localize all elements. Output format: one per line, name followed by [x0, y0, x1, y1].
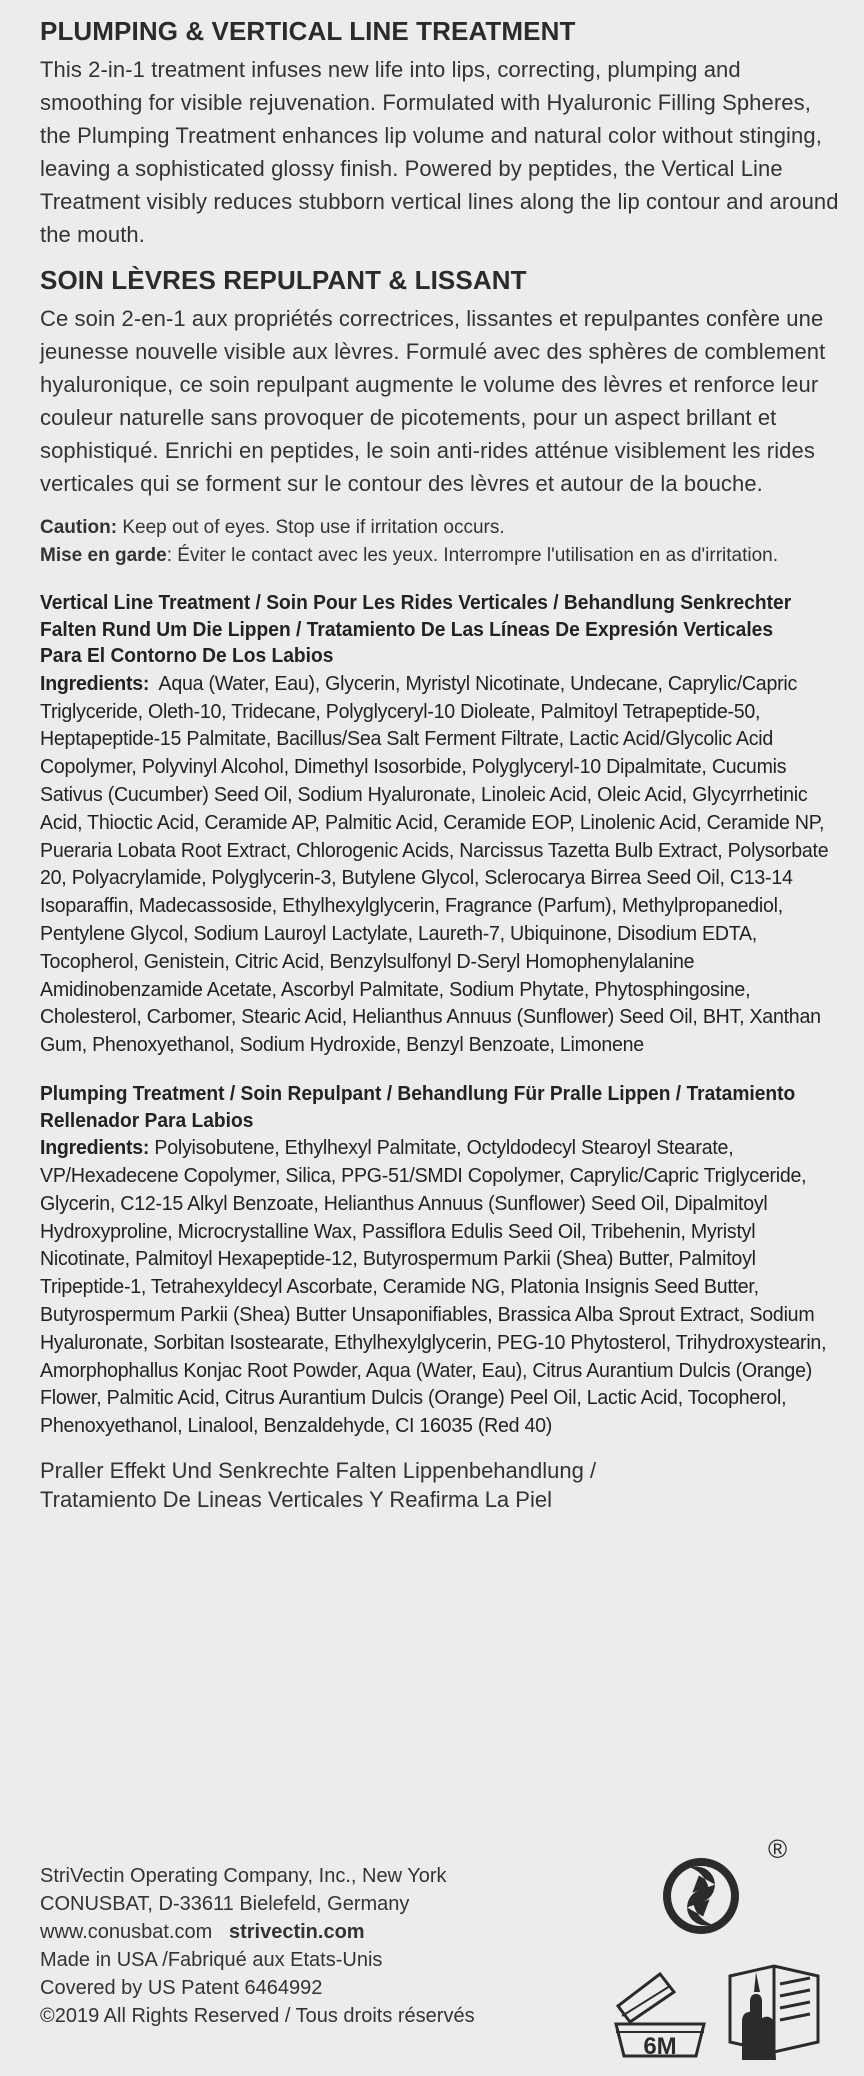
french-heading: SOIN LÈVRES REPULPANT & LISSANT — [40, 265, 527, 295]
vertical-line-ingredient-list: Aqua (Water, Eau), Glycerin, Myristyl Nicotinate, Undecane, Caprylic/Capric Triglyceride, Oleth-10, Tridecane, Polyglyceryl-10 Dioleate, Palmitoyl Tetrapeptide-50, Heptapeptide-15 Palmitate, Bacillus/Sea Salt Ferment Filtrate, Lactic Acid/Glycolic Acid Copolymer, Polyvinyl Alcohol, Dimethyl Isosorbide, Polyglyceryl-10 Dipalmitate, Cucumis Sativus (Cucumber) Seed Oil, Sodium Hyaluronate, Linoleic Acid, Oleic Acid, Glycyrrhetinic Acid, Thioctic Acid, Ceramide AP, Palmitic Acid, Ceramide EOP, Linolenic Acid, Ceramide NP, Pueraria Lobata Root Extract, Chlorogenic Acids, Narcissus Tazetta Bulb Extract, Polysorbate 20, Polyacrylamide, Polyglycerin-3, Butylene Glycol, Sclerocarya Birrea Seed Oil, C13-14 Isoparaffin, Madecassoside, Ethylhexylglycerin, Fragrance (Parfum), Methylpropanediol, Pentylene Glycol, Sodium Lauroyl Lactylate, Laureth-7, Ubiquinone, Disodium EDTA, Tocopherol, Genistein, Citric Acid, Benzylsulfonyl D-Seryl Homophenylalanine Amidinobenzamide Acetate, Ascorbyl Palmitate, Sodium Phytate, Phytosphingosine, Cholesterol, Carbomer, Stearic Acid, Helianthus Annuus (Sunflower) Seed Oil, BHT, Xanthan Gum, Phenoxyethanol, Sodium Hydroxide, Benzyl Benzoate, Limonene — [40, 671, 829, 1057]
plumping-ingredients-heading: Plumping Treatment / Soin Repulpant / Behandlung Für Pralle Lippen / Tratamiento Rellenador Para Labios — [40, 1082, 796, 1132]
pao-label: 6M — [643, 2033, 677, 2060]
copyright-line: ©2019 All Rights Reserved / Tous droits réservés — [40, 2005, 475, 2027]
vertical-line-ingredients-heading: Vertical Line Treatment / Soin Pour Les Rides Verticales / Behandlung Senkrechter Falten Rund Um Die Lippen / Tratamiento De Las Líneas De Expresión Verticales Para El Contorno De Los Labios — [40, 592, 792, 668]
plumping-ingredient-list: Polyisobutene, Ethylhexyl Palmitate, Octyldodecyl Stearoyl Stearate, VP/Hexadecene Copolymer, Silica, PPG-51/SMDI Copolymer, Caprylic/Capric Triglyceride, Glycerin, C12-15 Alkyl Benzoate, Helianthus Annuus (Sunflower) Seed Oil, Dipalmitoyl Hydroxyproline, Microcrystalline Wax, Passiflora Edulis Seed Oil, Tribehenin, Myristyl Nicotinate, Palmitoyl Hexapeptide-12, Butyrospermum Parkii (Shea) Butter, Palmitoyl Tripeptide-1, Tetrahexyldecyl Ascorbate, Ceramide NG, Platonia Insignis Seed Butter, Butyrospermum Parkii (Shea) Butter Unsaponifiables, Brassica Alba Sprout Extract, Sodium Hyaluronate, Sorbitan Isostearate, Ethylhexylglycerin, PEG-10 Phytosterol, Trihydroxystearin, Amorphophallus Konjac Root Powder, Aqua (Water, Eau), Citrus Aurantium Dulcis (Orange) Flower, Palmitic Acid, Citrus Aurantium Dulcis (Orange) Peel Oil, Lactic Acid, Tocopherol, Phenoxyethanol, Linalool, Benzaldehyde, CI 16035 (Red 40) — [40, 1136, 827, 1438]
caution-fr-label: Mise en garde — [40, 545, 167, 566]
patent-line: Covered by US Patent 6464992 — [40, 1977, 323, 1999]
ingredients-label: Ingredients: — [40, 671, 150, 695]
french-description: Ce soin 2-en-1 aux propriétés correctrices, lissantes et repulpantes confère une jeunesse nouvelle visible aux lèvres. Formulé avec des sphères de comblement hyaluronique, ce soin repulpant augmente le volume des lèvres et renforce leur couleur naturelle sans provoquer de picotements, pour un aspect brillant et sophistiqué. Enrichi en peptides, le soin anti-rides atténue visiblement les rides verticales qui se forment sur le contour des lèvres et autour de la bouche. — [40, 306, 826, 496]
caution-fr-text: : Éviter le contact avec les yeux. Interrompre l'utilisation en as d'irritation. — [166, 545, 779, 566]
caution-en — [40, 514, 840, 542]
claim-line-2: Tratamiento De Lineas Verticales Y Reafirma La Piel — [40, 1486, 552, 1512]
website-line — [40, 1918, 600, 1946]
label-panel — [40, 16, 840, 1514]
recycling-green-dot-icon — [656, 1848, 756, 1948]
brand-url: strivectin.com — [228, 1921, 365, 1943]
vertical-line-ingredients — [40, 670, 833, 1059]
company-line: StriVectin Operating Company, Inc., New York — [40, 1865, 447, 1887]
footer — [40, 1862, 600, 2030]
distributor-line: CONUSBAT, D-33611 Bielefeld, Germany — [40, 1893, 410, 1915]
plumping-ingredients — [40, 1134, 833, 1440]
made-in-line: Made in USA /Fabriqué aux Etats-Unis — [40, 1949, 383, 1971]
registered-mark: ® — [768, 1834, 788, 1864]
english-description: This 2-in-1 treatment infuses new life into lips, correcting, plumping and smoothing for visible rejuvenation. Formulated with Hyaluronic Filling Spheres, the Plumping Treatment enhances lip volume and natural color without stinging, leaving a sophisticated glossy finish. Powered by peptides, the Vertical Line Treatment visibly reduces stubborn vertical lines along the lip contour and around the mouth. — [40, 57, 839, 247]
distributor-url: www.conusbat.com — [40, 1921, 213, 1943]
ingredients-label: Ingredients: — [40, 1136, 150, 1160]
english-heading: PLUMPING & VERTICAL LINE TREATMENT — [40, 16, 576, 46]
claim-text — [40, 1456, 840, 1514]
caution-block — [40, 514, 840, 570]
caution-en-label: Caution: — [40, 517, 118, 538]
refer-to-leaflet-icon — [716, 1952, 832, 2064]
caution-fr — [40, 542, 840, 570]
caution-en-text: Keep out of eyes. Stop use if irritation occurs. — [122, 517, 505, 538]
claim-line-1: Praller Effekt Und Senkrechte Falten Lippenbehandlung / — [40, 1457, 597, 1483]
